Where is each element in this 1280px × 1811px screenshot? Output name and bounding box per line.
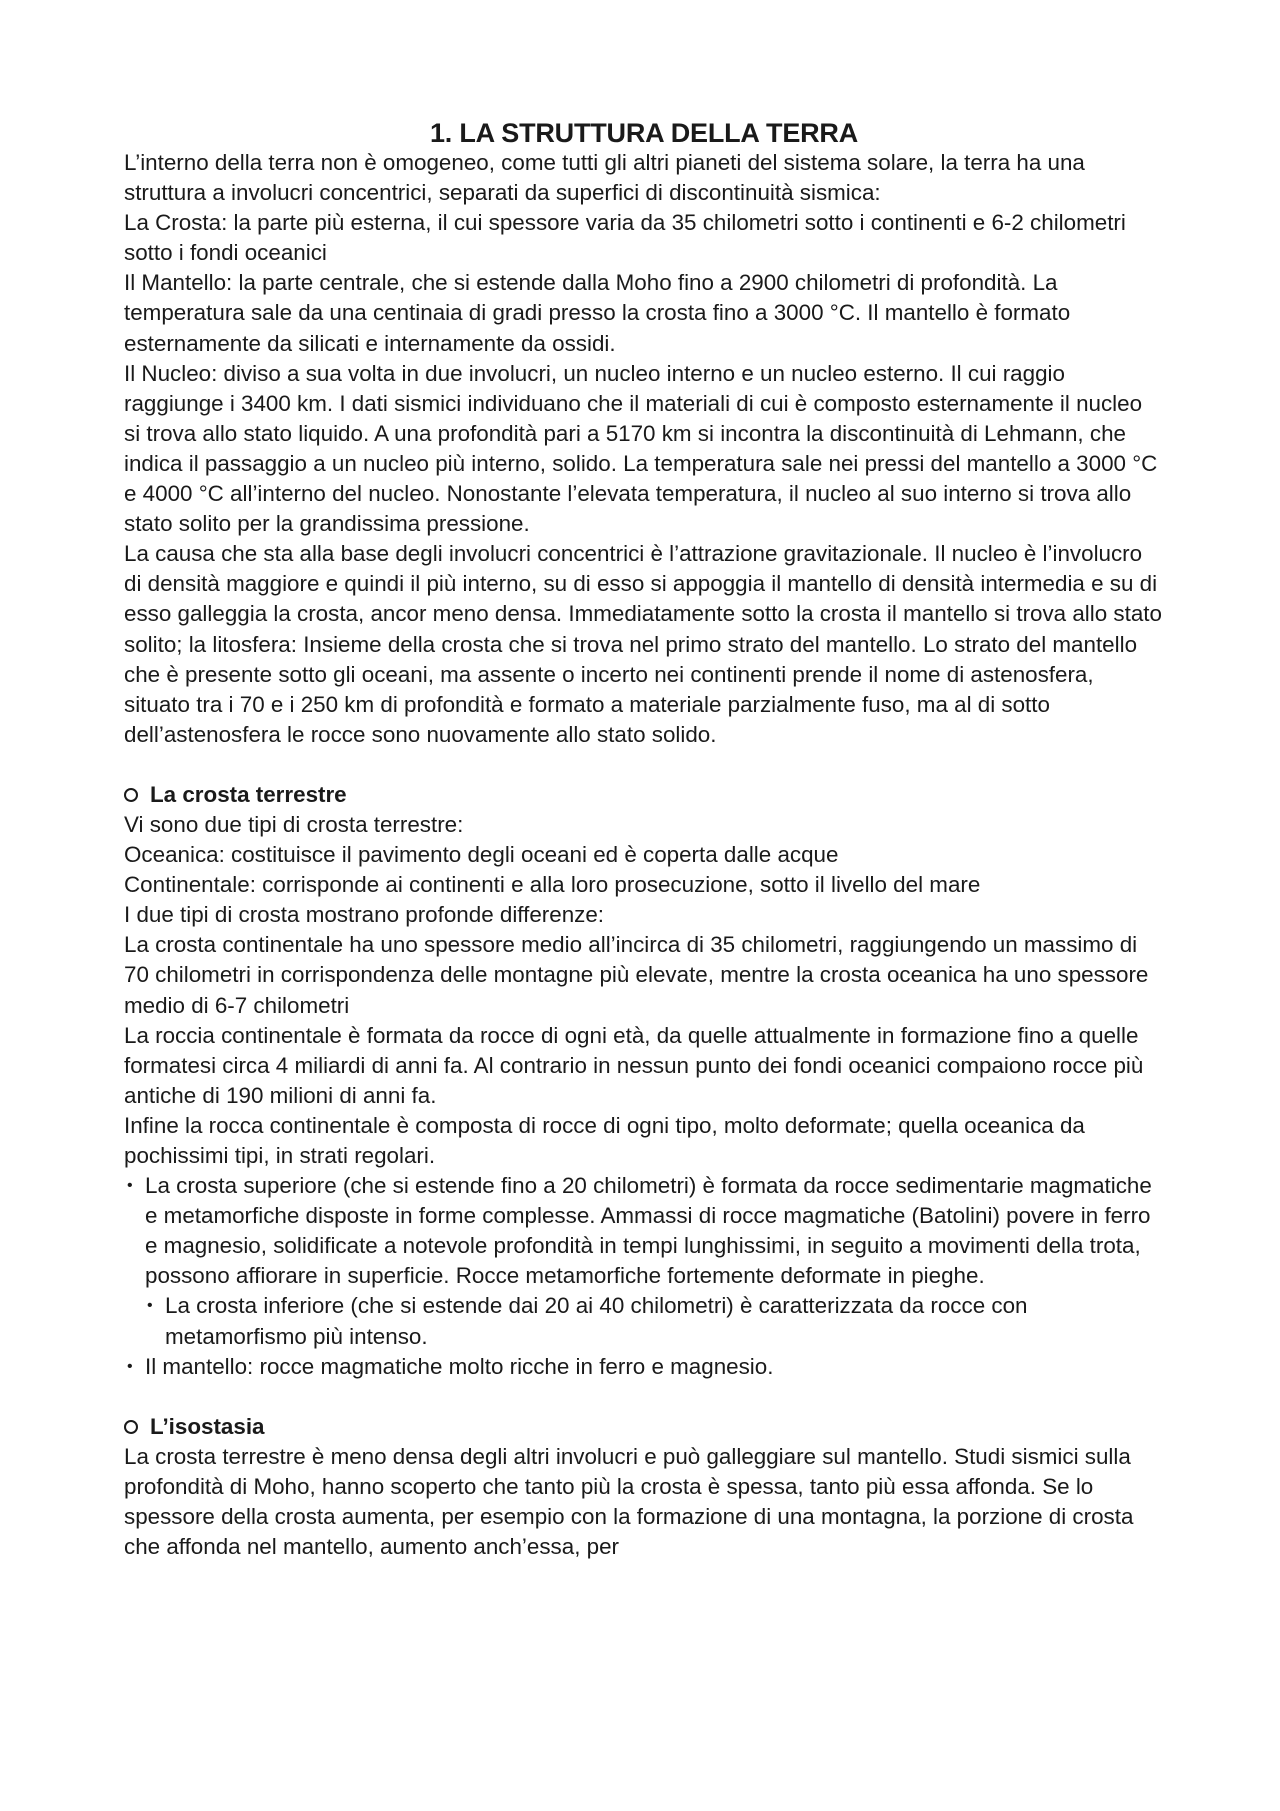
document-page <box>124 118 1164 1562</box>
bullet-list <box>124 1171 1164 1382</box>
circle-bullet-icon <box>124 1420 138 1434</box>
list-item: • Il mantello: rocce magmatiche molto ricche in ferro e magnesio. <box>124 1352 1164 1382</box>
crosta-paragraph: Continentale: corrisponde ai continenti e alla loro prosecuzione, sotto il livello del mare <box>124 872 981 898</box>
section-heading-label: La crosta terrestre <box>150 781 347 807</box>
intro-mantello-paragraph: Il Mantello: la parte centrale, che si estende dalla Moho fino a 2900 chilometri di profondità. La temperatura sale da una centinaia di gradi presso la crosta fino a 3000 °C. Il mantello è formato esternamente da silicati e internamente da ossidi. <box>124 270 1071 356</box>
intro-paragraph: L’interno della terra non è omogeneo, come tutti gli altri pianeti del sistema solare, la terra ha una struttura a involucri concentrici, separati da superfici di discontinuità sismica: <box>124 150 1085 206</box>
intro-crosta-paragraph: La Crosta: la parte più esterna, il cui spessore varia da 35 chilometri sotto i continenti e 6-2 chilometri sotto i fondi oceanici <box>124 210 1126 266</box>
crosta-paragraph: La crosta continentale ha uno spessore medio all’incirca di 35 chilometri, raggiungendo un massimo di 70 chilometri in corrispondenza delle montagne più elevate, mentre la crosta oceanica ha uno spessore medio di 6-7 chilometri <box>124 932 1149 1018</box>
list-item: • La crosta superiore (che si estende fino a 20 chilometri) è formata da rocce sedimentarie magmatiche e metamorfiche disposte in forme complesse. Ammassi di rocce magmatiche (Batolini) povere in ferro e magnesio, solidificate a notevole profondità in tempi lunghissimi, in seguito a movimenti della trota, possono affiorare in superficie. Rocce metamorfiche fortemente deformate in pieghe. <box>124 1171 1164 1291</box>
intro-causa-paragraph: La causa che sta alla base degli involucri concentrici è l’attrazione gravitazionale. Il nucleo è l’involucro di densità maggiore e quindi il più interno, su di esso si appoggia il mantello di densità intermedia e su di esso galleggia la crosta, ancor meno densa. Immediatamente sotto la crosta il mantello si trova allo stato solito; la litosfera: Insieme della crosta che si trova nel primo strato del mantello. Lo strato del mantello che è presente sotto gli oceani, ma assente o incerto nei continenti prende il nome di astenosfera, situato tra i 70 e i 250 km di profondità e formato a materiale parzialmente fuso, ma al di sotto dell’astenosfera le rocce sono nuovamente allo stato solido. <box>124 541 1162 747</box>
section-heading-crosta <box>124 780 1164 810</box>
crosta-paragraph: Oceanica: costituisce il pavimento degli oceani ed è coperta dalle acque <box>124 842 839 868</box>
crosta-paragraph: Vi sono due tipi di crosta terrestre: <box>124 811 464 837</box>
circle-bullet-icon <box>124 788 138 802</box>
section-heading-label: L’isostasia <box>150 1413 265 1439</box>
crosta-paragraph: La roccia continentale è formata da rocce di ogni età, da quelle attualmente in formazione fino a quelle formatesi circa 4 miliardi di anni fa. Al contrario in nessun punto dei fondi oceanici compaiono rocce più antiche di 190 milioni di anni fa. <box>124 1022 1144 1108</box>
list-item-nested: • La crosta inferiore (che si estende dai 20 ai 40 chilometri) è caratterizzata da rocce con metamorfismo più intenso. <box>144 1291 1164 1351</box>
crosta-paragraph: Infine la rocca continentale è composta di rocce di ogni tipo, molto deformate; quella oceanica da pochissimi tipi, in strati regolari. <box>124 1112 1085 1168</box>
section-spacer <box>124 750 1164 780</box>
section-heading-isostasia <box>124 1412 1164 1442</box>
intro-nucleo-paragraph: Il Nucleo: diviso a sua volta in due involucri, un nucleo interno e un nucleo esterno. Il cui raggio raggiunge i 3400 km. I dati sismici individuano che il materiali di cui è composto esternamente il nucleo si trova allo stato liquido. A una profondità pari a 5170 km si incontra la discontinuità di Lehmann, che indica il passaggio a un nucleo più interno, solido. La temperatura sale nei pressi del mantello a 3000 °C e 4000 °C all’interno del nucleo. Nonostante l’elevata temperatura, il nucleo al suo interno si trova allo stato solito per la grandissima pressione. <box>124 360 1158 537</box>
isostasia-paragraph: La crosta terrestre è meno densa degli altri involucri e può galleggiare sul mantello. Studi sismici sulla profondità di Moho, hanno scoperto che tanto più la crosta è spessa, tanto più essa affonda. Se lo spessore della crosta aumenta, per esempio con la formazione di una montagna, la porzione di crosta che affonda nel mantello, aumento anch’essa, per <box>124 1443 1134 1560</box>
crosta-paragraph: I due tipi di crosta mostrano profonde differenze: <box>124 902 605 928</box>
section-spacer <box>124 1382 1164 1412</box>
page-title: 1. LA STRUTTURA DELLA TERRA <box>429 118 859 148</box>
